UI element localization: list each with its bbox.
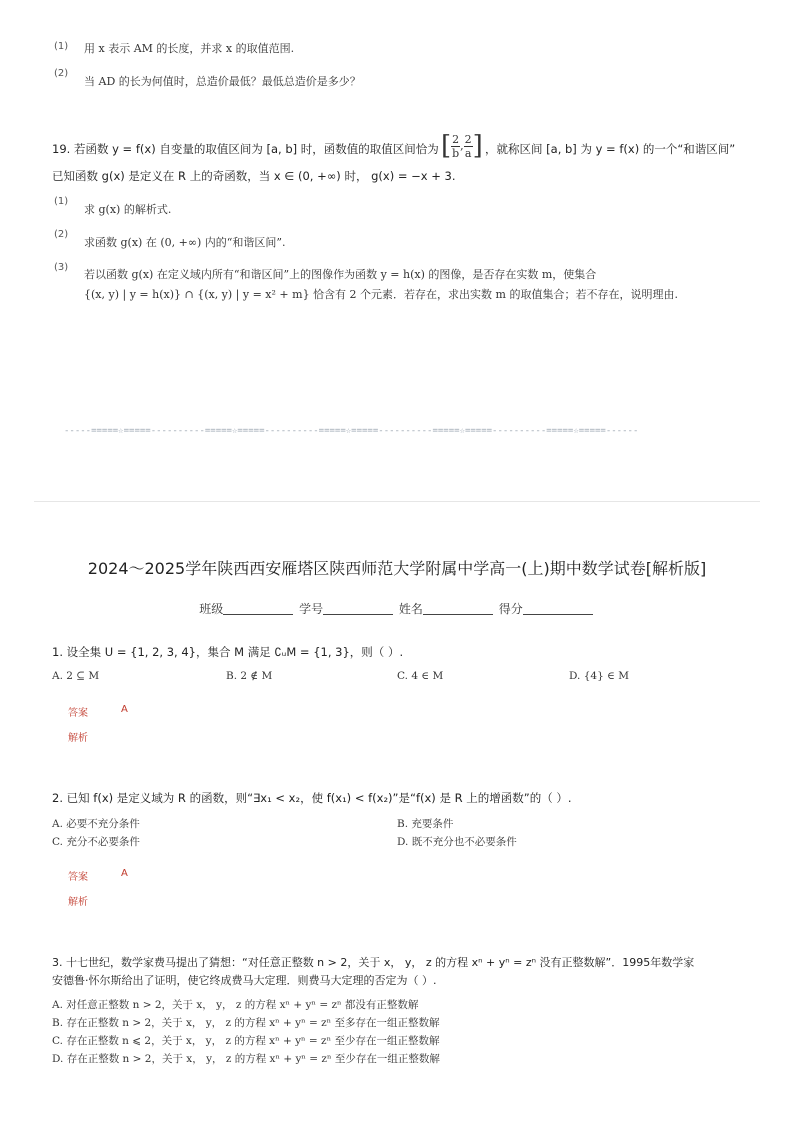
- option-c: C. 充分不必要条件: [52, 836, 140, 848]
- question-19-line1b: ，就称区间 [a, b] 为 y = f(x) 的一个“和谐区间”: [485, 142, 736, 156]
- analysis-label: 解析: [68, 897, 88, 908]
- question-1-text: 1. 设全集 U = {1, 2, 3, 4}，集合 M 满足 ∁ᵤM = {1, 3}，则（ ）.: [52, 645, 404, 659]
- sub-question-text: 若以函数 g(x) 在定义域内所有“和谐区间”上的图像作为函数 y = h(x) 的图像，是否存在实数 m，使集合: [84, 268, 597, 281]
- id-blank: [323, 602, 393, 615]
- option-a: A. 2 ⊆ M: [52, 670, 100, 682]
- option-a: A. 对任意正整数 n > 2，关于 x， y， z 的方程 xⁿ + yⁿ = zⁿ 都没有正整数解: [52, 999, 419, 1011]
- harmonic-interval-fraction: [ $\frac{2}{b}$ , $\frac{2}{a}$ ]: [441, 131, 483, 161]
- answer-value: A: [121, 868, 128, 879]
- class-label: 班级: [199, 602, 224, 616]
- exam-title: 2024～2025学年陕西西安雁塔区陕西师范大学附属中学高一(上)期中数学试卷[解析版]: [87, 559, 707, 578]
- question-3-line2: 安德鲁·怀尔斯给出了证明，使它终成费马大定理．则费马大定理的否定为（ ）.: [52, 974, 437, 987]
- option-d: D. 存在正整数 n > 2，关于 x， y， z 的方程 xⁿ + yⁿ = zⁿ 至少存在一组正整数解: [52, 1053, 440, 1065]
- student-info-row: [0, 600, 794, 617]
- fraction-denominator: b: [452, 146, 460, 160]
- option-c: C. 存在正整数 n ⩽ 2，关于 x， y， z 的方程 xⁿ + yⁿ = zⁿ 至少存在一组正整数解: [52, 1035, 440, 1047]
- answer-value: A: [121, 704, 128, 715]
- score-blank: [523, 602, 593, 615]
- answer-label: 答案: [68, 872, 88, 883]
- page-separator: -----=====☆=====----------=====☆=====----------=====☆=====----------=====☆=====----------=====☆=====------: [64, 426, 639, 436]
- option-b: B. 存在正整数 n > 2，关于 x， y， z 的方程 xⁿ + yⁿ = zⁿ 至多存在一组正整数解: [52, 1017, 440, 1029]
- sub-question-text: 当 AD 的长为何值时，总造价最低？最低总造价是多少？: [84, 75, 361, 88]
- option-c: C. 4 ∈ M: [397, 670, 444, 682]
- option-a: A. 必要不充分条件: [52, 818, 140, 830]
- fraction-denominator: a: [464, 146, 472, 160]
- sub-question-text: 求函数 g(x) 在 (0, +∞) 内的“和谐区间”.: [84, 236, 286, 249]
- option-d: D. 既不充分也不必要条件: [397, 836, 517, 848]
- sub-question-text: 求 g(x) 的解析式.: [84, 203, 172, 216]
- answer-label: 答案: [68, 708, 88, 719]
- question-19-line1a: 19. 若函数 y = f(x) 自变量的取值区间为 [a, b] 时，函数值的取值区间恰为: [52, 142, 439, 156]
- analysis-label: 解析: [68, 733, 88, 744]
- option-b: B. 2 ∉ M: [226, 670, 273, 682]
- option-d: D. {4} ∈ M: [569, 670, 629, 682]
- question-3-line1: 3. 十七世纪，数学家费马提出了猜想：“对任意正整数 n > 2，关于 x， y， z 的方程 xⁿ + yⁿ = zⁿ 没有正整数解”．1995年数学家: [52, 956, 695, 969]
- score-label: 得分: [498, 602, 523, 616]
- name-label: 姓名: [398, 602, 423, 616]
- sub-question-label: (2): [54, 68, 69, 79]
- divider: [34, 501, 760, 502]
- question-2-text: 2. 已知 f(x) 是定义域为 R 的函数，则“∃x₁ < x₂，使 f(x₁) < f(x₂)”是“f(x) 是 R 上的增函数”的（ ）.: [52, 791, 572, 805]
- sub-question-label: (2): [54, 229, 69, 240]
- fraction-numerator: 2: [452, 132, 460, 146]
- class-blank: [223, 602, 293, 615]
- sub-question-label: (1): [54, 41, 69, 52]
- sub-question-label: (3): [54, 262, 69, 273]
- name-blank: [423, 602, 493, 615]
- question-19-line2: 已知函数 g(x) 是定义在 R 上的奇函数，当 x ∈ (0, +∞) 时， g(x) = −x + 3.: [52, 169, 456, 183]
- option-b: B. 充要条件: [397, 818, 454, 830]
- fraction-numerator: 2: [464, 132, 472, 146]
- sub-question-label: (1): [54, 196, 69, 207]
- id-label: 学号: [299, 602, 324, 616]
- sub-question-text: 用 x 表示 AM 的长度，并求 x 的取值范围.: [84, 42, 295, 55]
- sub-question-text: {(x, y) | y = h(x)} ∩ {(x, y) | y = x² + m} 恰含有 2 个元素．若存在，求出实数 m 的取值集合；若不存在，说明理由.: [84, 288, 678, 301]
